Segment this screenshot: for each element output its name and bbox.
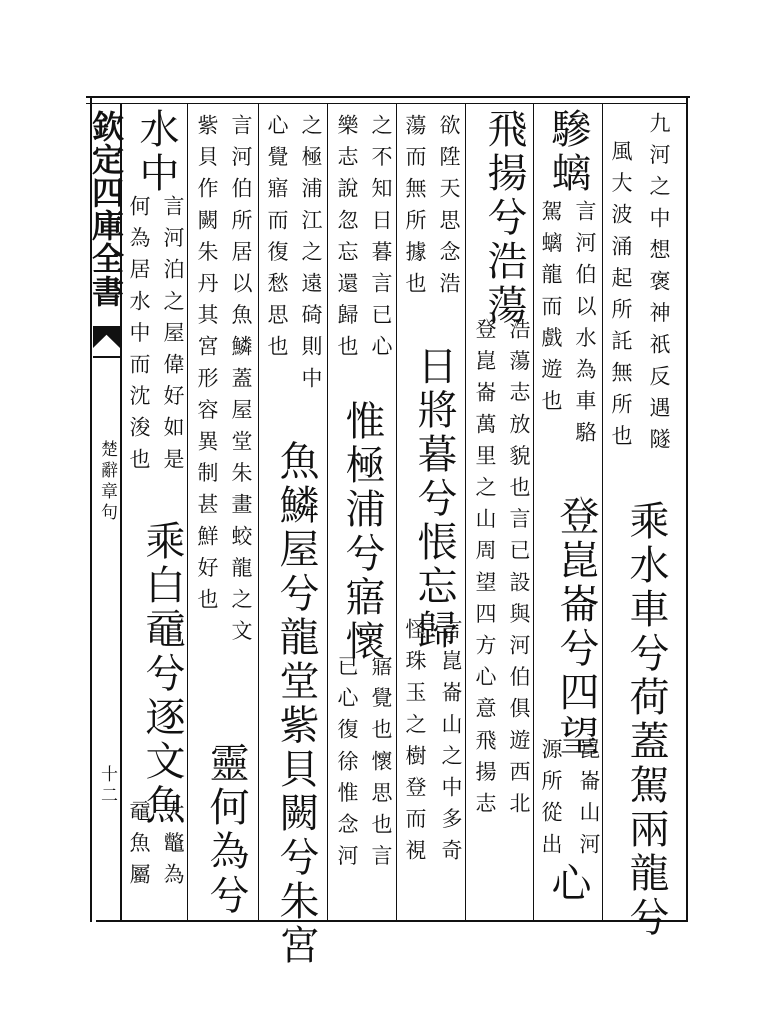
annotation-column: 源所從出 <box>539 738 563 865</box>
fish-tail-top-line <box>93 356 120 358</box>
annotation-column: 蕩而無所據也 <box>403 114 427 304</box>
main-text-column: 惟極浦兮寤懷 <box>339 400 385 664</box>
main-text-column: 驂螭 <box>545 108 591 196</box>
annotation-column: 風大波涌起所託無所也 <box>609 140 633 456</box>
annotation-column: 黿魚屬 <box>127 800 151 895</box>
annotation-column: 之極浦江之遠碕則中 <box>299 114 323 399</box>
column-rule <box>533 104 534 920</box>
column-rule <box>327 104 328 920</box>
annotation-column: 何為居水中而沈浚也 <box>127 195 151 480</box>
margin-page-number: 十二 <box>97 765 117 807</box>
annotation-column: 心覺寤而復愁思也 <box>265 114 289 367</box>
fish-tail-top <box>93 326 120 348</box>
column-rule <box>396 104 397 920</box>
top-border <box>86 96 690 98</box>
bottom-border <box>96 920 686 922</box>
main-text-column: 乘白黿兮逐文魚 <box>139 520 185 828</box>
annotation-column: 言崑崙山之中多奇 <box>439 618 463 871</box>
annotation-column: 崑崙山河 <box>577 738 601 865</box>
annotation-column: 言河伯所居以魚鱗蓋屋堂朱畫蛟龍之文 <box>229 114 253 652</box>
main-text-column: 水中 <box>133 108 179 196</box>
column-rule <box>602 104 603 920</box>
annotation-column: 大鼈為 <box>161 800 185 895</box>
top-border-inner <box>86 103 686 104</box>
right-border <box>686 96 688 922</box>
margin-title: 欽定四庫全書 <box>87 110 125 308</box>
main-text-column: 魚鱗屋兮龍堂紫貝闕兮朱宮 <box>273 440 319 968</box>
annotation-column: 已心復徐惟念河 <box>335 655 359 877</box>
main-text-column: 登崑崙兮四望 <box>553 495 599 759</box>
annotation-column: 之不知日暮言已心 <box>369 114 393 367</box>
column-rule <box>187 104 188 920</box>
margin-book-title: 楚辭章句 <box>97 440 117 524</box>
annotation-column: 駕螭龍而戲遊也 <box>539 200 563 422</box>
annotation-column: 寤覺也懷思也言 <box>369 655 393 877</box>
annotation-column: 紫貝作闕朱丹其宮形容異制甚鮮好也 <box>195 114 219 620</box>
annotation-column: 九河之中想褒神祇反遇隧 <box>647 112 671 460</box>
annotation-column: 言河伯以水為車駱 <box>573 200 597 453</box>
main-text-column: 飛揚兮浩蕩 <box>481 108 527 328</box>
annotation-column: 樂志說忽忘還歸也 <box>335 114 359 367</box>
annotation-column: 登崑崙萬里之山周望四方心意飛揚志 <box>473 318 497 824</box>
annotation-column: 欲陞天思念浩 <box>437 114 461 304</box>
column-rule <box>465 104 466 920</box>
column-rule <box>258 104 259 920</box>
annotation-column: 言河泊之屋偉好如是 <box>161 195 185 480</box>
main-text-column: 心 <box>545 862 591 906</box>
main-text-column: 靈何為兮 <box>203 742 249 918</box>
annotation-column: 怪珠玉之樹登而視 <box>403 618 427 871</box>
main-text-column: 乘水車兮荷蓋駕兩龍兮 <box>623 500 669 940</box>
main-text-column: 日將暮兮悵忘歸 <box>411 345 457 653</box>
annotation-column: 浩蕩志放貌也言已設與河伯俱遊西北 <box>507 318 531 824</box>
